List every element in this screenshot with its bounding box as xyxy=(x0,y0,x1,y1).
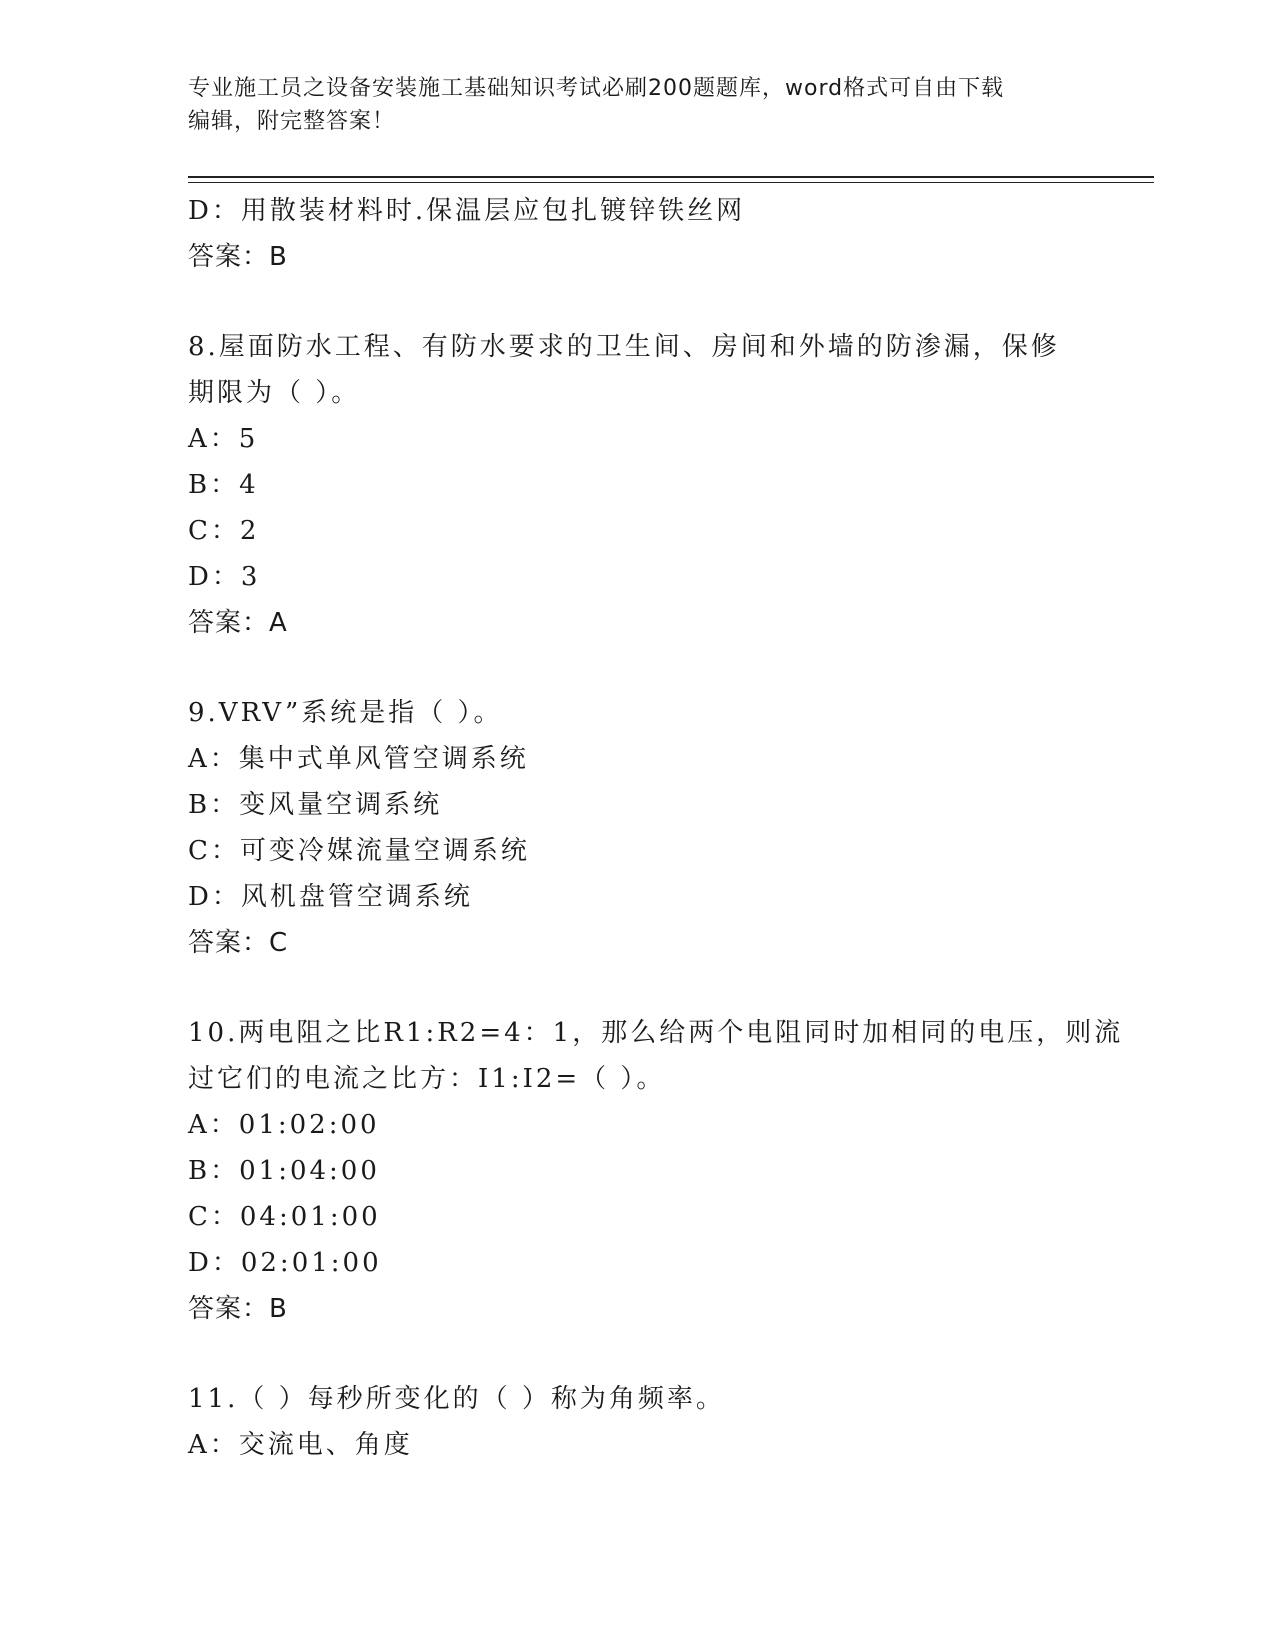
q10-answer: 答案：B xyxy=(188,1294,288,1324)
q8-option-b: B：4 xyxy=(188,470,259,500)
q10-question-line-2: 过它们的电流之比方：I1:I2=（ ）。 xyxy=(188,1064,666,1094)
q8-option-a: A：5 xyxy=(188,424,259,454)
spacer xyxy=(188,966,1088,1010)
q9-option-c: C：可变冷媒流量空调系统 xyxy=(188,836,530,866)
q9-answer: 答案：C xyxy=(188,928,289,958)
q9-option-a: A：集中式单风管空调系统 xyxy=(188,744,529,774)
q10-option-b: B：01:04:00 xyxy=(188,1156,380,1186)
q11-option-a: A：交流电、角度 xyxy=(188,1430,413,1460)
q10-question-line-1: 10.两电阻之比R1:R2=4：1，那么给两个电阻同时加相同的电压，则流 xyxy=(188,1018,1124,1048)
q8-answer: 答案：A xyxy=(188,608,288,638)
header-line-1: 专业施工员之设备安装施工基础知识考试必刷200题题库，word格式可自由下载 xyxy=(188,76,1005,101)
q10-option-c: C：04:01:00 xyxy=(188,1202,381,1232)
document-header xyxy=(188,72,1068,138)
q11-question-line-1: 11.（ ）每秒所变化的（ ）称为角频率。 xyxy=(188,1384,725,1414)
spacer xyxy=(188,280,1088,324)
q9-option-b: B：变风量空调系统 xyxy=(188,790,443,820)
header-rule-thin xyxy=(188,182,1154,183)
q7-answer: 答案：B xyxy=(188,242,288,272)
q10-option-d: D：02:01:00 xyxy=(188,1248,382,1278)
q8-question-line-1: 8.屋面防水工程、有防水要求的卫生间、房间和外墙的防渗漏，保修 xyxy=(188,332,1060,362)
q8-question-line-2: 期限为（ ）。 xyxy=(188,378,361,408)
q8-option-d: D：3 xyxy=(188,562,261,592)
q9-question-line-1: 9.VRV”系统是指（ ）。 xyxy=(188,698,503,728)
header-line-2: 编辑，附完整答案！ xyxy=(188,109,396,134)
q9-option-d: D：风机盘管空调系统 xyxy=(188,882,473,912)
q7-option-d: D：用散装材料时.保温层应包扎镀锌铁丝网 xyxy=(188,196,746,226)
q8-option-c: C：2 xyxy=(188,516,260,546)
header-rule-thick xyxy=(188,176,1154,178)
spacer xyxy=(188,1332,1088,1376)
document-body xyxy=(188,188,1124,1468)
spacer xyxy=(188,646,1088,690)
q10-option-a: A：01:02:00 xyxy=(188,1110,380,1140)
